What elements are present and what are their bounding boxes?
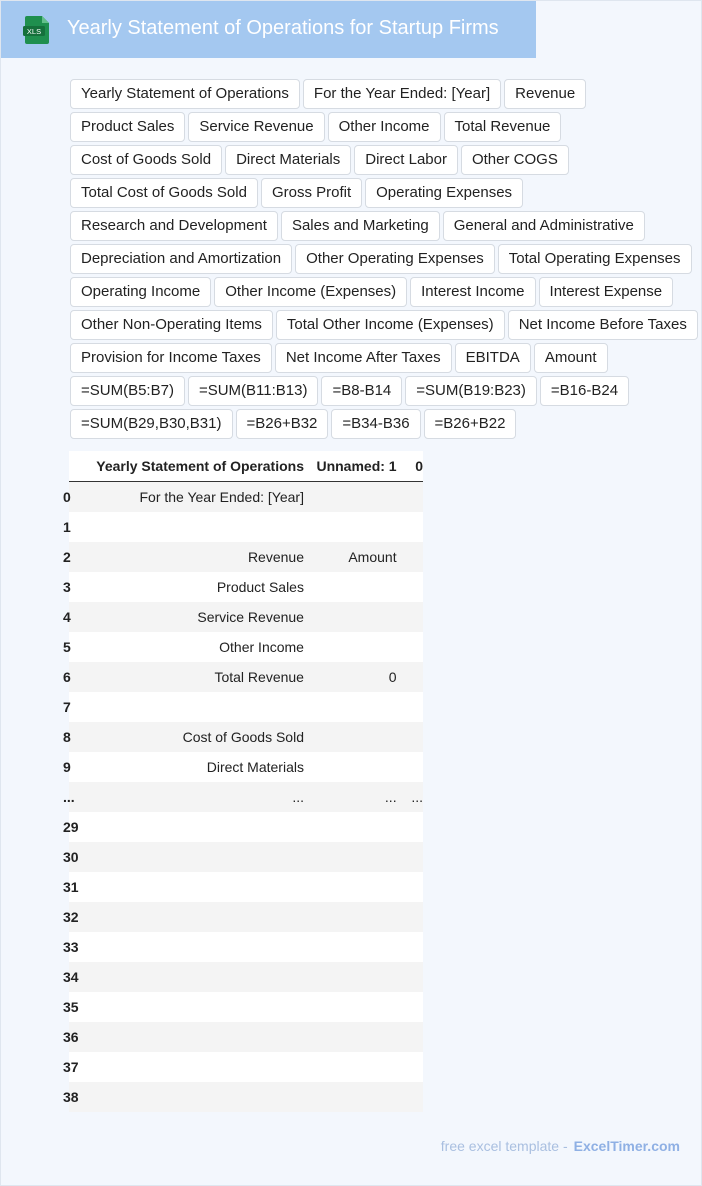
table-cell	[80, 692, 304, 722]
table-row	[69, 962, 423, 992]
row-index-label: 30	[63, 849, 79, 865]
row-index	[63, 932, 80, 962]
keyword-tag[interactable]: EBITDA	[455, 343, 531, 373]
row-index	[63, 1022, 80, 1052]
keyword-tag[interactable]: =SUM(B11:B13)	[188, 376, 319, 406]
keyword-tag[interactable]: Service Revenue	[188, 112, 324, 142]
title-bar	[1, 1, 536, 58]
table-row	[69, 572, 423, 602]
table-cell	[397, 962, 423, 992]
keyword-tag[interactable]: General and Administrative	[443, 211, 645, 241]
table-cell	[304, 602, 397, 632]
row-index-label: 8	[63, 729, 71, 745]
table-cell	[80, 812, 304, 842]
table-cell	[80, 1052, 304, 1082]
row-index-label: 36	[63, 1029, 79, 1045]
table-cell	[397, 752, 423, 782]
excel-file-icon	[23, 15, 51, 45]
table-cell	[80, 992, 304, 1022]
table-row	[69, 1022, 423, 1052]
table-cell	[80, 1082, 304, 1112]
row-index	[63, 512, 80, 542]
keyword-tag[interactable]: =B26+B32	[236, 409, 329, 439]
keyword-tag[interactable]: =SUM(B19:B23)	[405, 376, 537, 406]
table-cell	[397, 692, 423, 722]
table-cell: Product Sales	[80, 572, 304, 602]
keyword-tag[interactable]: Interest Expense	[539, 277, 674, 307]
table-row	[69, 812, 423, 842]
table-row	[69, 902, 423, 932]
keyword-tag[interactable]: Direct Materials	[225, 145, 351, 175]
keyword-tag[interactable]: Sales and Marketing	[281, 211, 440, 241]
table-cell	[304, 962, 397, 992]
table-row	[69, 842, 423, 872]
table-cell	[397, 512, 423, 542]
table-row	[69, 752, 423, 782]
table-cell: Service Revenue	[80, 602, 304, 632]
table-cell	[80, 842, 304, 872]
table-cell	[397, 842, 423, 872]
row-index-label: 7	[63, 699, 71, 715]
table-cell: Cost of Goods Sold	[80, 722, 304, 752]
table-cell	[304, 902, 397, 932]
table-cell	[304, 572, 397, 602]
table-row	[69, 992, 423, 1022]
table-cell	[304, 812, 397, 842]
keyword-tag[interactable]: =SUM(B5:B7)	[70, 376, 185, 406]
table-row	[69, 1082, 423, 1112]
row-index-label: 2	[63, 549, 71, 565]
keyword-tag[interactable]: Operating Expenses	[365, 178, 523, 208]
table-cell	[397, 632, 423, 662]
row-index-label: 3	[63, 579, 71, 595]
keyword-tag[interactable]: For the Year Ended: [Year]	[303, 79, 501, 109]
row-index-label: 33	[63, 939, 79, 955]
table-row	[69, 542, 423, 572]
keyword-tag[interactable]: Other COGS	[461, 145, 569, 175]
table-row	[69, 782, 423, 812]
keyword-tag[interactable]: Total Other Income (Expenses)	[276, 310, 505, 340]
table-cell: ...	[304, 782, 397, 812]
table-cell	[397, 602, 423, 632]
table-cell	[304, 1082, 397, 1112]
row-index-label: 32	[63, 909, 79, 925]
table-cell	[397, 812, 423, 842]
keyword-tag[interactable]: Total Cost of Goods Sold	[70, 178, 258, 208]
table-cell	[397, 482, 423, 513]
keyword-tag[interactable]: Depreciation and Amortization	[70, 244, 292, 274]
column-header-0: 0	[397, 451, 423, 482]
row-index-label: 4	[63, 609, 71, 625]
keyword-tag[interactable]: Direct Labor	[354, 145, 458, 175]
table-cell	[397, 932, 423, 962]
table-cell	[304, 482, 397, 513]
table-cell	[304, 752, 397, 782]
keyword-tag[interactable]: =SUM(B29,B30,B31)	[70, 409, 233, 439]
row-index-label: ...	[63, 789, 75, 805]
table-cell: Amount	[304, 542, 397, 572]
row-index-label: 31	[63, 879, 79, 895]
keyword-tag[interactable]: =B16-B24	[540, 376, 629, 406]
row-index-label: 5	[63, 639, 71, 655]
row-index	[63, 752, 80, 782]
keyword-tag[interactable]: Product Sales	[70, 112, 185, 142]
row-index	[63, 482, 80, 513]
keyword-tag[interactable]: Gross Profit	[261, 178, 362, 208]
table-cell	[397, 872, 423, 902]
row-index	[63, 782, 80, 812]
row-index	[63, 1082, 80, 1112]
keyword-tag[interactable]: Total Revenue	[444, 112, 562, 142]
keyword-tag[interactable]: Research and Development	[70, 211, 278, 241]
row-index-label: 35	[63, 999, 79, 1015]
table-cell	[304, 632, 397, 662]
row-index-label: 29	[63, 819, 79, 835]
keyword-tag[interactable]: Cost of Goods Sold	[70, 145, 222, 175]
keyword-tag[interactable]: Other Income	[328, 112, 441, 142]
row-index	[63, 962, 80, 992]
keyword-tag[interactable]: =B26+B22	[424, 409, 517, 439]
keyword-tag[interactable]: Other Operating Expenses	[295, 244, 495, 274]
keyword-tag[interactable]: Net Income After Taxes	[275, 343, 452, 373]
keyword-tag[interactable]: Net Income Before Taxes	[508, 310, 698, 340]
table-header-row	[69, 451, 423, 482]
row-index-label: 9	[63, 759, 71, 775]
row-index	[63, 842, 80, 872]
table-cell	[80, 872, 304, 902]
table-cell	[397, 722, 423, 752]
table-cell	[80, 512, 304, 542]
footer-credit	[441, 1138, 680, 1154]
row-index	[63, 812, 80, 842]
table-cell: ...	[80, 782, 304, 812]
table-cell	[304, 932, 397, 962]
row-index	[63, 872, 80, 902]
table-cell	[304, 692, 397, 722]
table-cell	[304, 512, 397, 542]
table-cell: ...	[397, 782, 423, 812]
keyword-tag[interactable]: =B8-B14	[321, 376, 402, 406]
row-index-label: 34	[63, 969, 79, 985]
row-index	[63, 542, 80, 572]
table-cell	[304, 722, 397, 752]
table-cell: Total Revenue	[80, 662, 304, 692]
keyword-tag[interactable]: Provision for Income Taxes	[70, 343, 272, 373]
row-index	[63, 692, 80, 722]
table-cell	[304, 842, 397, 872]
table-cell	[397, 572, 423, 602]
table-cell: Revenue	[80, 542, 304, 572]
row-index	[63, 722, 80, 752]
data-table	[63, 451, 423, 1112]
keyword-tag[interactable]: Interest Income	[410, 277, 535, 307]
footer-prefix: free excel template -	[440, 1138, 568, 1154]
table-cell	[304, 872, 397, 902]
row-index	[63, 572, 80, 602]
table-cell: Other Income	[80, 632, 304, 662]
table-cell	[397, 1082, 423, 1112]
row-index-label: 38	[63, 1089, 79, 1105]
keyword-tag[interactable]: Yearly Statement of Operations	[70, 79, 300, 109]
column-header-statement: Yearly Statement of Operations	[80, 451, 304, 482]
table-cell	[397, 662, 423, 692]
column-header-unnamed-1: Unnamed: 1	[304, 451, 397, 482]
keyword-tag[interactable]: Operating Income	[70, 277, 211, 307]
svg-text:XLS: XLS	[26, 27, 42, 36]
footer-brand-link[interactable]: ExcelTimer.com	[573, 1138, 680, 1154]
table-cell	[80, 962, 304, 992]
table-cell: 0	[304, 662, 397, 692]
table-row	[69, 692, 423, 722]
column-header-index	[69, 451, 80, 482]
keyword-tag[interactable]: Revenue	[504, 79, 586, 109]
table-row	[69, 722, 423, 752]
table-row	[69, 662, 423, 692]
table-cell	[80, 932, 304, 962]
row-index	[63, 1052, 80, 1082]
table-row	[69, 932, 423, 962]
table-row	[69, 602, 423, 632]
page-title: Yearly Statement of Operations for Startup Firms	[67, 17, 499, 39]
row-index	[63, 992, 80, 1022]
table-cell: Direct Materials	[80, 752, 304, 782]
row-index-label: 1	[63, 519, 71, 535]
row-index-label: 0	[63, 489, 71, 505]
table-cell	[397, 1022, 423, 1052]
table-cell	[397, 992, 423, 1022]
row-index	[63, 902, 80, 932]
table-row	[69, 1052, 423, 1082]
table-cell	[304, 992, 397, 1022]
table-row	[69, 512, 423, 542]
table-cell	[80, 902, 304, 932]
row-index	[63, 602, 80, 632]
table-row	[69, 482, 423, 513]
row-index	[63, 662, 80, 692]
keyword-tag[interactable]: =B34-B36	[331, 409, 420, 439]
keyword-tag-list	[70, 79, 702, 439]
table-cell	[397, 542, 423, 572]
keyword-tag[interactable]: Other Income (Expenses)	[214, 277, 407, 307]
table-row	[69, 872, 423, 902]
table-row	[69, 632, 423, 662]
table-cell	[304, 1052, 397, 1082]
row-index	[63, 632, 80, 662]
table-cell	[397, 1052, 423, 1082]
keyword-tag[interactable]: Total Operating Expenses	[498, 244, 692, 274]
table-cell	[397, 902, 423, 932]
row-index-label: 6	[63, 669, 71, 685]
table-cell	[304, 1022, 397, 1052]
table-cell	[80, 1022, 304, 1052]
row-index-label: 37	[63, 1059, 79, 1075]
table-cell: For the Year Ended: [Year]	[80, 482, 304, 513]
keyword-tag[interactable]: Amount	[534, 343, 608, 373]
keyword-tag[interactable]: Other Non-Operating Items	[70, 310, 273, 340]
